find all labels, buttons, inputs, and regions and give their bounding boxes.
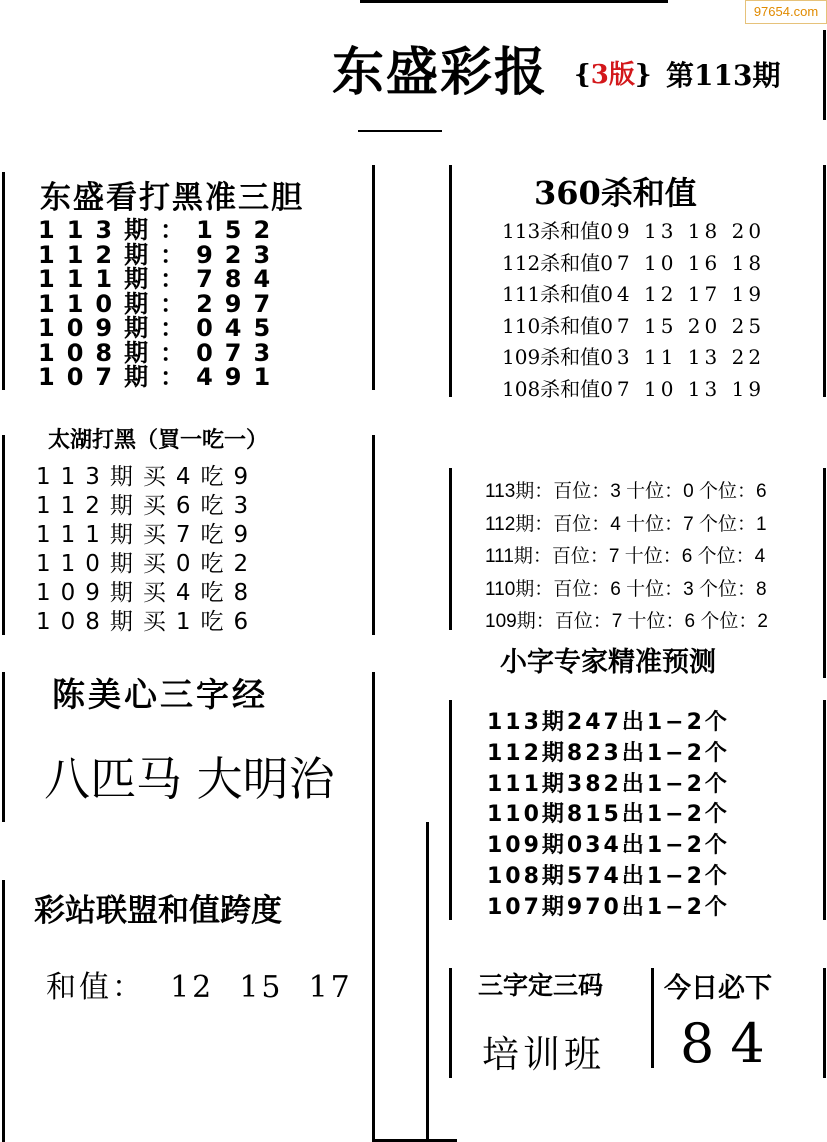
list-item bbox=[502, 279, 765, 311]
list-item: 113期：152 bbox=[38, 216, 283, 244]
edition-open-brace: { bbox=[574, 60, 591, 90]
list-item bbox=[502, 216, 765, 248]
taihu-list bbox=[36, 463, 258, 637]
list-item: 111期382出1−2个 bbox=[487, 771, 730, 797]
expert-list bbox=[487, 708, 730, 924]
edition-label: 3版 bbox=[590, 60, 635, 90]
kill-three-title: 东盛看打黑准三胆 bbox=[40, 180, 304, 216]
list-item: 112期823出1−2个 bbox=[487, 740, 730, 766]
list-item: 112期：百位：4 十位：7 个位：1 bbox=[485, 513, 767, 535]
row-label: 108杀和值 bbox=[502, 376, 601, 401]
row-label: 112杀和值 bbox=[502, 250, 601, 275]
row-numbers: 09 13 18 20 bbox=[600, 219, 766, 243]
classic-title: 陈美心三字经 bbox=[52, 675, 268, 714]
today-title: 今日必下 bbox=[664, 973, 772, 1004]
right-divider-1 bbox=[449, 165, 452, 397]
list-item: 108期：073 bbox=[38, 338, 283, 367]
list-item: 111期：百位：7 十位：6 个位：4 bbox=[485, 546, 766, 567]
list-item: 108期买1吃6 bbox=[36, 609, 259, 635]
page-title: 东盛彩报 bbox=[332, 42, 549, 103]
list-item: 113期247出1−2个 bbox=[487, 710, 730, 735]
row-numbers: 07 15 20 25 bbox=[600, 313, 766, 338]
row-label: 111杀和值 bbox=[502, 282, 601, 306]
watermark-logo: 97654.com bbox=[745, 0, 827, 24]
issue-number: 第113期 bbox=[666, 59, 781, 92]
list-item: 113期买4吃9 bbox=[36, 464, 259, 490]
left-border-low bbox=[2, 672, 5, 822]
header-right-rule bbox=[823, 30, 826, 120]
row-label: 109杀和值 bbox=[502, 345, 601, 369]
row-numbers: 07 10 16 18 bbox=[600, 250, 766, 275]
header-top-rule bbox=[360, 0, 668, 3]
center-divider-2 bbox=[372, 435, 375, 635]
list-item: 110期：297 bbox=[38, 289, 283, 318]
alliance-title: 彩站联盟和值跨度 bbox=[34, 893, 282, 929]
list-item: 109期：045 bbox=[38, 314, 283, 342]
row-label: 110杀和值 bbox=[502, 313, 601, 338]
right-border-1 bbox=[823, 165, 826, 397]
list-item: 110期：百位：6 十位：3 个位：8 bbox=[485, 578, 767, 600]
left-border-bottom bbox=[2, 880, 5, 1142]
list-item bbox=[502, 311, 765, 343]
row-numbers: 04 12 17 19 bbox=[600, 282, 766, 306]
edition-badge bbox=[574, 54, 652, 91]
three-codes-subtitle: 培训班 bbox=[482, 1033, 605, 1076]
right-divider-3 bbox=[449, 700, 452, 920]
list-item: 110期买0吃2 bbox=[36, 551, 259, 577]
header-bottom-rule bbox=[358, 130, 442, 132]
right-border-2 bbox=[823, 468, 826, 678]
edition-close-brace: } bbox=[634, 60, 652, 90]
list-item: 111期：784 bbox=[38, 265, 283, 293]
center-divider-1 bbox=[372, 165, 375, 390]
list-item: 109期：百位：7 十位：6 个位：2 bbox=[485, 611, 768, 632]
list-item bbox=[502, 248, 765, 280]
classic-phrase: 八匹马 大明治 bbox=[44, 752, 335, 806]
right-divider-4 bbox=[449, 968, 452, 1078]
kill-three-list bbox=[38, 218, 282, 390]
expert-title: 小字专家精准预测 bbox=[500, 647, 716, 678]
list-item bbox=[502, 374, 765, 406]
row-numbers: 07 10 13 19 bbox=[600, 376, 766, 401]
list-item: 109期034出1−2个 bbox=[487, 833, 730, 859]
right-divider-2 bbox=[449, 468, 452, 630]
list-item: 113期：百位：3 十位：0 个位：6 bbox=[485, 481, 767, 502]
today-divider bbox=[651, 968, 654, 1068]
list-item: 110期815出1−2个 bbox=[487, 802, 730, 828]
left-border-top bbox=[2, 172, 5, 390]
center-divider-3 bbox=[372, 672, 375, 1142]
list-item: 107期970出1−2个 bbox=[487, 894, 730, 920]
list-item: 108期574出1−2个 bbox=[487, 863, 730, 889]
right-border-4 bbox=[823, 968, 826, 1078]
alliance-sum-values: 和值： 12 15 17 bbox=[46, 970, 353, 1005]
row-numbers: 03 11 13 22 bbox=[600, 345, 766, 369]
list-item bbox=[502, 342, 765, 374]
today-value: 84 bbox=[680, 1012, 781, 1075]
right-border-3 bbox=[823, 700, 826, 920]
list-item: 111期买7吃9 bbox=[36, 522, 259, 548]
taihu-title: 太湖打黑（買一吃一） bbox=[48, 427, 269, 453]
row-label: 113杀和值 bbox=[502, 219, 601, 243]
list-item: 112期买6吃3 bbox=[36, 493, 259, 519]
left-border-mid bbox=[2, 435, 5, 635]
sum-kill-title: 360杀和值 bbox=[534, 174, 697, 212]
positions-list bbox=[485, 476, 768, 639]
list-item: 107期：491 bbox=[38, 363, 283, 391]
center-divider-4 bbox=[426, 822, 429, 1142]
sum-kill-list bbox=[502, 216, 765, 405]
list-item: 112期：923 bbox=[38, 240, 283, 269]
list-item: 109期买4吃8 bbox=[36, 580, 259, 606]
three-codes-title: 三字定三码 bbox=[478, 971, 604, 1000]
